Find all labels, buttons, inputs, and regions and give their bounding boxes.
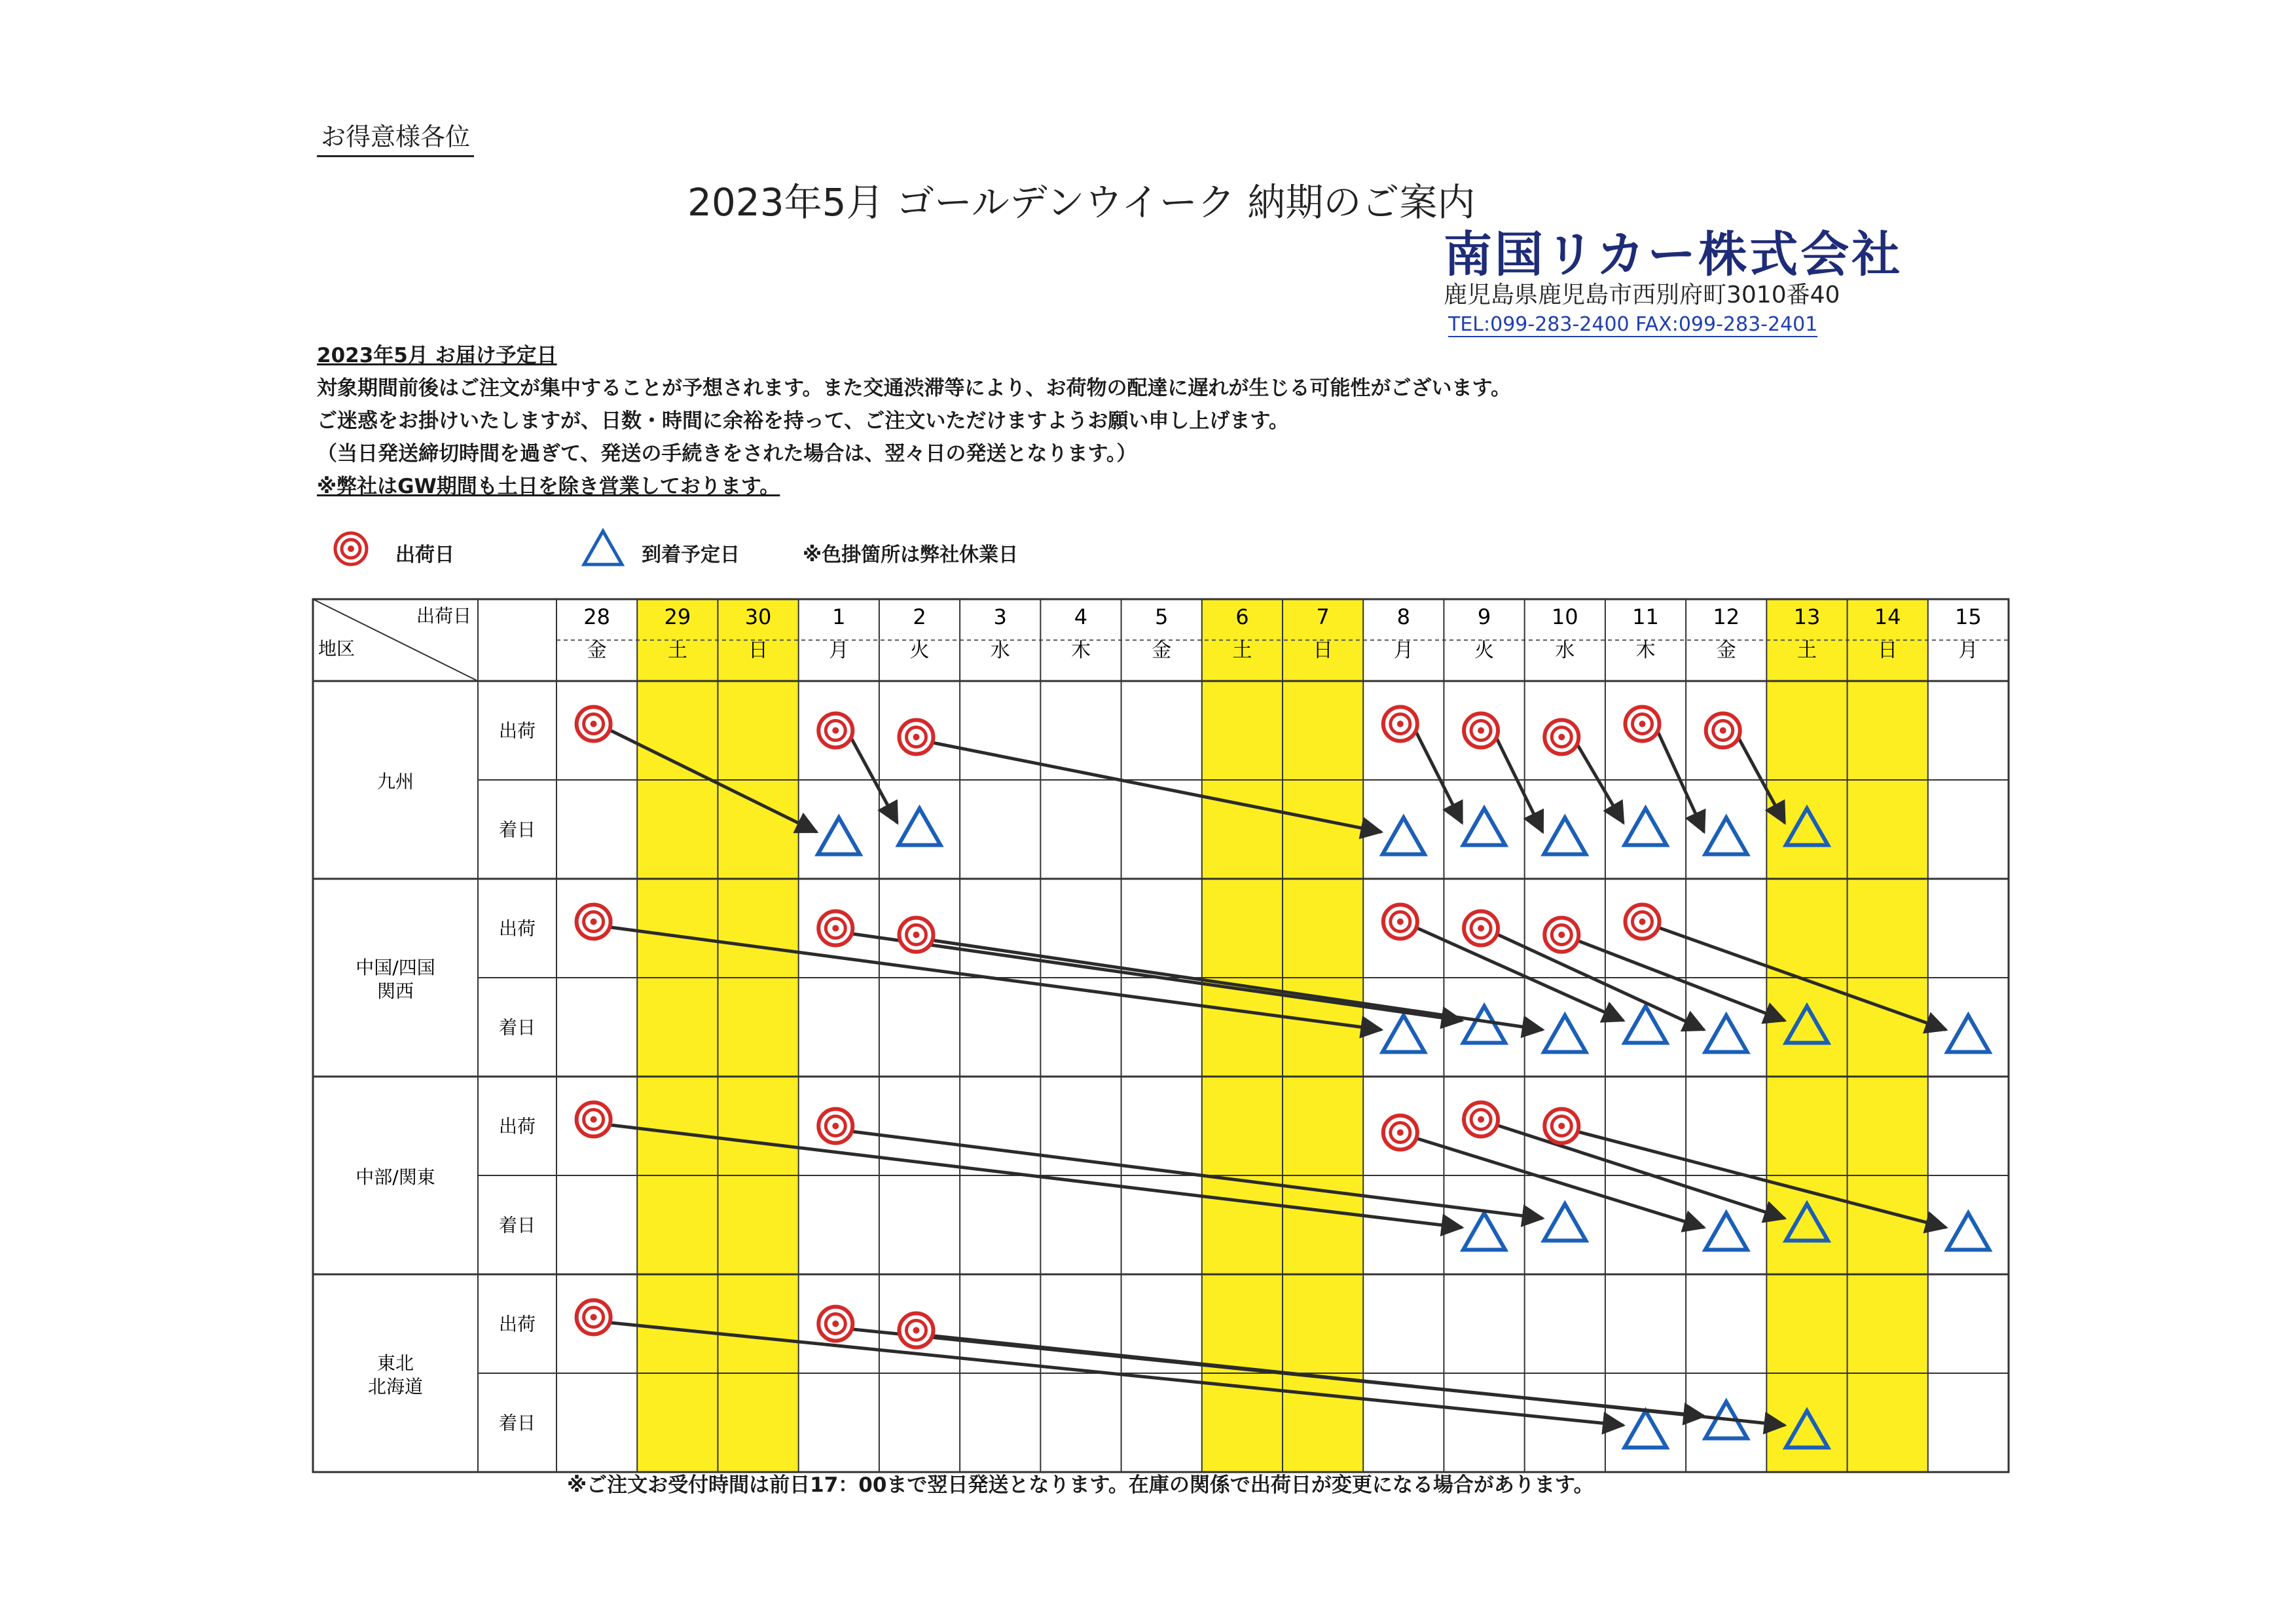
shipment-arrow xyxy=(1415,729,1462,823)
weekday-header: 金 xyxy=(587,639,607,662)
date-header: 30 xyxy=(744,604,772,629)
arrival-day-icon xyxy=(1705,1016,1747,1052)
shipment-arrow xyxy=(1495,736,1542,832)
weekday-header: 木 xyxy=(1635,639,1656,662)
ship-day-icon-dot xyxy=(913,1327,920,1334)
arrival-day-icon xyxy=(899,809,941,845)
date-header: 1 xyxy=(832,604,846,629)
ship-day-icon-dot xyxy=(913,932,920,938)
shipment-arrow xyxy=(1576,940,1785,1021)
region-name: 中部/関東 xyxy=(355,1166,435,1188)
ship-day-icon-dot xyxy=(1397,1130,1404,1136)
ship-day-icon-dot xyxy=(1478,925,1484,932)
ship-row-label: 出荷 xyxy=(498,917,536,940)
weekday-header: 金 xyxy=(1716,639,1736,662)
date-header: 11 xyxy=(1632,604,1659,629)
date-header: 2 xyxy=(913,604,926,629)
table-border xyxy=(313,599,2009,1472)
ship-row-label: 出荷 xyxy=(498,720,536,742)
region-name: 九州 xyxy=(376,771,414,792)
weekday-header: 月 xyxy=(829,639,849,662)
ship-day-icon-dot xyxy=(1558,932,1565,938)
weekday-header: 火 xyxy=(1474,639,1495,662)
ship-day-icon-dot xyxy=(1558,1123,1565,1130)
ship-day-icon-dot xyxy=(832,1321,839,1327)
arrival-day-icon xyxy=(1544,1204,1586,1241)
corner-ship-label: 出荷日 xyxy=(416,605,471,627)
date-header: 5 xyxy=(1154,604,1169,629)
ship-day-icon-dot xyxy=(1639,919,1646,925)
ship-legend-label: 出荷日 xyxy=(395,544,454,566)
weekday-header: 土 xyxy=(667,639,687,662)
shipment-arrow xyxy=(1495,1125,1785,1219)
ship-day-icon-dot xyxy=(591,721,597,728)
holiday-column xyxy=(637,599,718,1472)
notice-line: 対象期間前後はご注文が集中することが予想されます。また交通渋滞等により、お荷物の配達に遅れが生じる可能性がございます。 xyxy=(317,377,1512,400)
ship-row-label: 出荷 xyxy=(498,1115,536,1137)
ship-day-icon-dot xyxy=(591,919,597,925)
notice-line: ご迷惑をお掛けいたしますが、日数・時間に余裕を持って、ご注文いただけますようお願い申し上げます。 xyxy=(317,409,1289,433)
holiday-column xyxy=(1283,599,1363,1472)
weekday-header: 火 xyxy=(909,639,930,662)
arrival-day-icon xyxy=(1947,1213,1989,1250)
weekday-header: 水 xyxy=(990,639,1010,662)
region-name: 関西 xyxy=(376,980,414,1002)
arrival-day-icon xyxy=(1947,1016,1989,1052)
corner-region-label: 地区 xyxy=(318,638,355,659)
arrival-day-icon xyxy=(1705,818,1747,855)
holiday-column xyxy=(1202,599,1283,1472)
arrival-day-icon xyxy=(1625,1006,1667,1043)
ship-day-icon-dot xyxy=(1639,721,1646,728)
weekday-header: 月 xyxy=(1393,639,1413,662)
shipment-arrow xyxy=(1576,743,1623,823)
page-title: 2023年5月 ゴールデンウイーク 納期のご案内 xyxy=(687,180,1476,225)
weekday-header: 日 xyxy=(1313,639,1333,662)
ship-day-icon-dot xyxy=(913,734,920,741)
arrival-day-icon xyxy=(818,818,860,855)
ship-row-label: 出荷 xyxy=(498,1313,536,1335)
notice-heading: 2023年5月 お届け予定日 xyxy=(317,344,557,367)
weekday-header: 金 xyxy=(1152,639,1172,662)
ship-day-icon-dot xyxy=(1397,721,1404,728)
arrive-row-label: 着日 xyxy=(498,819,536,841)
arrive-row-label: 着日 xyxy=(498,1016,536,1039)
date-header: 28 xyxy=(583,604,610,629)
weekday-header: 水 xyxy=(1555,639,1575,662)
arrival-day-icon xyxy=(1463,809,1505,845)
arrive-row-label: 着日 xyxy=(498,1412,536,1434)
date-header: 13 xyxy=(1793,604,1821,629)
company-contact[interactable]: TEL:099-283-2400 FAX:099-283-2401 xyxy=(1448,313,1818,336)
arrival-day-icon xyxy=(1383,818,1425,855)
date-header: 12 xyxy=(1713,604,1740,629)
weekday-header: 土 xyxy=(1232,639,1252,662)
ship-day-icon-dot xyxy=(832,1123,839,1130)
ship-day-icon-dot xyxy=(832,925,839,932)
weekday-header: 日 xyxy=(748,639,769,662)
date-header: 14 xyxy=(1874,604,1901,629)
date-header: 9 xyxy=(1477,604,1491,629)
ship-day-icon-dot xyxy=(832,728,839,734)
footnote: ※ご注文お受付時間は前日17：00まで翌日発送となります。在庫の関係で出荷日が変更になる場合があります。 xyxy=(567,1473,1594,1497)
weekday-header: 木 xyxy=(1070,639,1091,662)
arrival-day-icon xyxy=(1544,1016,1586,1052)
date-header: 29 xyxy=(664,604,691,629)
arrival-day-icon xyxy=(1544,818,1586,855)
ship-day-icon-dot xyxy=(1478,728,1484,734)
arrival-day-icon xyxy=(1705,1213,1747,1250)
company-address: 鹿児島県鹿児島市西別府町3010番40 xyxy=(1444,282,1840,308)
shipment-arrow xyxy=(1415,927,1624,1021)
weekday-header: 日 xyxy=(1878,639,1898,662)
ship-day-icon-dot xyxy=(591,1116,597,1123)
arrival-day-icon xyxy=(1625,809,1667,845)
weekday-header: 月 xyxy=(1958,639,1978,662)
date-header: 15 xyxy=(1955,604,1982,629)
region-name: 北海道 xyxy=(367,1376,424,1397)
ship-day-icon-dot xyxy=(1478,1116,1484,1123)
arrival-day-icon xyxy=(1625,1411,1667,1448)
holiday-column xyxy=(1766,599,1847,1472)
notice-line: （当日発送締切時間を過ぎて、発送の手続きをされた場合は、翌々日の発送となります。） xyxy=(317,442,1137,466)
date-header: 4 xyxy=(1074,604,1088,629)
region-name: 東北 xyxy=(376,1352,414,1374)
date-header: 8 xyxy=(1396,604,1411,629)
date-header: 7 xyxy=(1316,604,1330,629)
company-name: 南国リカー株式会社 xyxy=(1444,227,1903,283)
arrive-row-label: 着日 xyxy=(498,1214,536,1236)
ship-day-icon-dot xyxy=(1558,734,1565,741)
addressee: お得意様各位 xyxy=(317,117,474,157)
date-header: 3 xyxy=(993,604,1007,629)
arrival-day-icon xyxy=(1463,1213,1505,1250)
weekday-header: 土 xyxy=(1796,639,1817,662)
ship-day-icon-dot xyxy=(1720,728,1726,734)
ship-day-icon-dot xyxy=(591,1314,597,1321)
notice-line: ※弊社はGW期間も土日を除き営業しております。 xyxy=(317,475,780,498)
holiday-column xyxy=(1848,599,1928,1472)
date-header: 6 xyxy=(1235,604,1249,629)
region-name: 中国/四国 xyxy=(355,957,435,978)
arrive-legend-label: 到着予定日 xyxy=(642,544,740,566)
ship-day-icon-dot xyxy=(1397,919,1404,925)
date-header: 10 xyxy=(1551,604,1578,629)
arrival-day-icon xyxy=(1383,1016,1425,1052)
holiday-legend-note: ※色掛箇所は弊社休業日 xyxy=(803,544,1019,566)
